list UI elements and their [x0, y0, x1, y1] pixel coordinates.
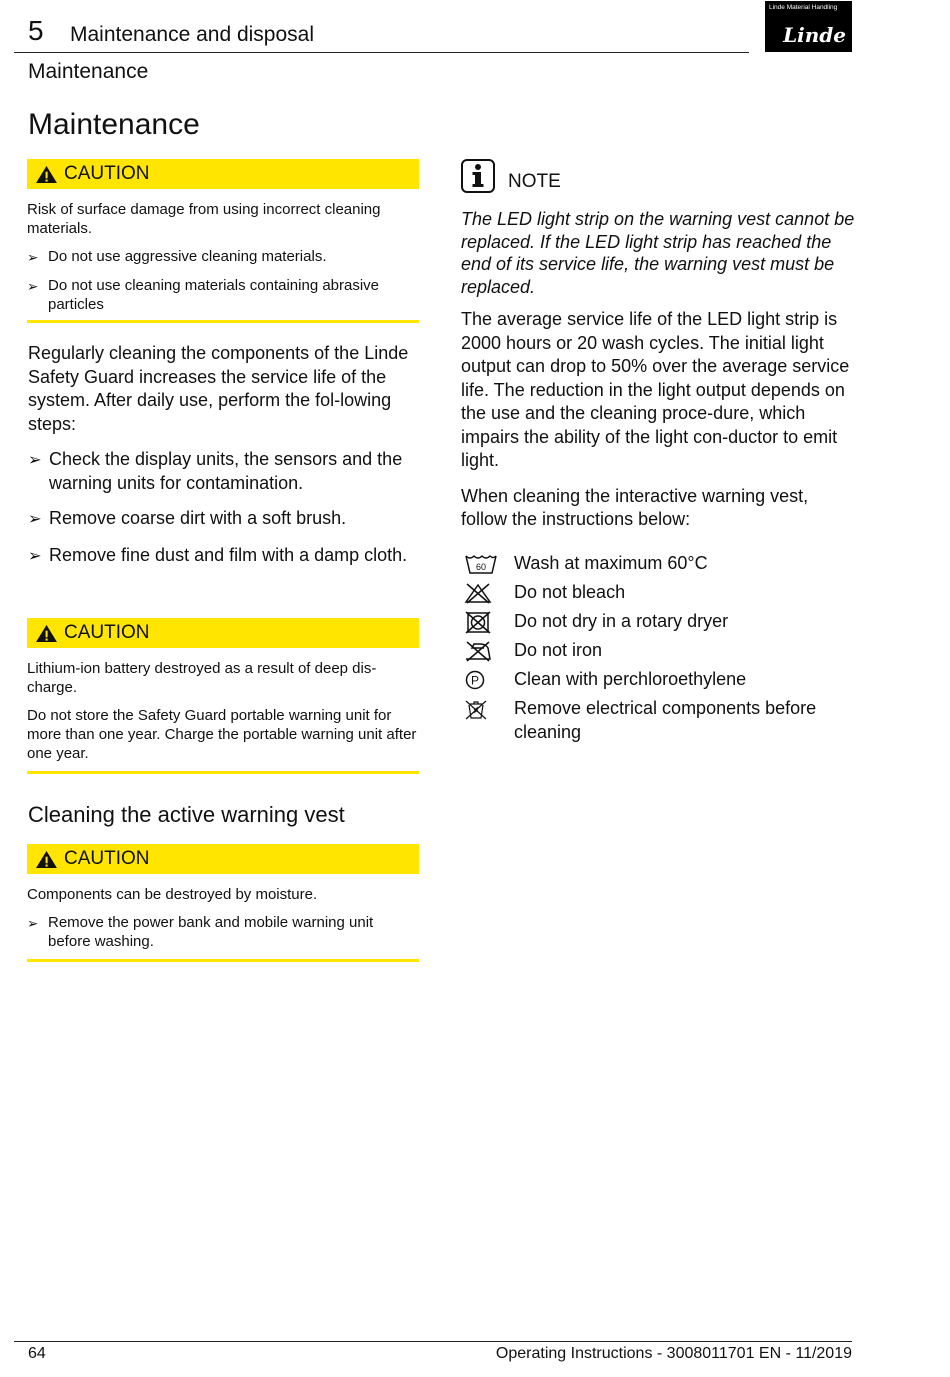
note-label: NOTE [508, 171, 561, 192]
caution-header [27, 844, 419, 874]
arrow-bullet-icon: ➢ [28, 510, 42, 528]
intro-paragraph: Regularly cleaning the components of the Linde Safety Guard increases the service life of the system. After daily use, perform the fol-lowing steps: [28, 343, 409, 434]
arrow-bullet-icon: ➢ [28, 451, 42, 469]
no-tumble-dry-icon [462, 610, 514, 634]
document-reference: Operating Instructions - 3008011701 EN - 11/2019 [495, 1345, 852, 1362]
care-label: Clean with perchloroethylene [514, 669, 747, 689]
intro-section [28, 342, 420, 568]
linde-logo [765, 1, 852, 52]
caution-bottom-rule [27, 771, 419, 774]
svg-text:60: 60 [475, 562, 487, 572]
care-label: Remove electrical components before cleaning [514, 698, 817, 742]
caution-header [27, 159, 419, 189]
arrow-bullet-icon: ➢ [28, 546, 42, 565]
care-label: Do not iron [514, 640, 603, 660]
care-label: Wash at maximum 60°C [514, 553, 708, 573]
note-paragraph: The average service life of the LED light strip is 2000 hours or 20 wash cycles. The initial light output can drop to 50% over the average service life. The reduction in the light output depends on the use and the cleaning proce-dure, which impairs the ability of the light con-ductor to emit light. [461, 309, 850, 470]
list-item [462, 668, 862, 692]
caution-surface-damage [27, 159, 419, 323]
list-item [462, 552, 862, 576]
warning-triangle-icon [35, 165, 58, 184]
caution-text: Lithium-ion battery destroyed as a result of deep dis-charge. [27, 660, 377, 696]
caution-header [27, 618, 419, 648]
chapter-number: 5 [28, 15, 44, 46]
warning-triangle-icon [35, 624, 58, 643]
chapter-title: Maintenance and disposal [70, 23, 315, 46]
caution-label: CAUTION [64, 848, 150, 869]
arrow-bullet-icon: ➢ [27, 279, 39, 294]
dry-clean-p-icon [462, 668, 514, 692]
arrow-bullet-icon: ➢ [27, 250, 39, 265]
caution-bottom-rule [27, 320, 419, 323]
arrow-bullet-icon: ➢ [27, 916, 39, 931]
list-item [462, 581, 862, 605]
list-item: ➢ Do not use cleaning materials containing abrasive particles [27, 277, 380, 313]
caution-label: CAUTION [64, 622, 150, 643]
note-italic-text: The LED light strip on the warning vest cannot be replaced. If the LED light strip has reached the end of its service life, the warning vest must be replaced. [461, 209, 855, 297]
remove-electrical-icon [462, 697, 514, 721]
list-item: ➢ Remove coarse dirt with a soft brush. [28, 507, 420, 532]
caution-moisture [27, 844, 419, 962]
logo-brand: Linde [783, 23, 846, 47]
caution-text: Risk of surface damage from using incorrect cleaning materials. [27, 201, 381, 237]
care-label: Do not bleach [514, 582, 626, 602]
list-item [462, 697, 862, 744]
list-item: ➢ Check the display units, the sensors and the warning units for contamination. [28, 448, 420, 495]
list-item [462, 610, 862, 634]
care-label: Do not dry in a rotary dryer [514, 611, 729, 631]
header-divider [14, 52, 749, 53]
caution-battery [27, 618, 419, 774]
svg-text:P: P [470, 673, 480, 688]
no-iron-icon [462, 639, 514, 663]
wash-60-icon [462, 552, 514, 576]
section-heading: Cleaning the active warning vest [28, 802, 345, 827]
info-icon [461, 159, 495, 193]
caution-text: Components can be destroyed by moisture. [27, 886, 318, 903]
care-symbols-list [462, 552, 862, 749]
list-item: ➢ Remove the power bank and mobile warning unit before washing. [27, 914, 374, 950]
note-paragraph: When cleaning the interactive warning vest, follow the instructions below: [461, 485, 809, 529]
note-body [461, 308, 856, 532]
footer-divider [14, 1341, 852, 1342]
list-item [462, 639, 862, 663]
page-title: Maintenance [28, 108, 200, 141]
logo-small-text: Linde Material Handling [769, 4, 838, 11]
caution-bottom-rule [27, 959, 419, 962]
caution-label: CAUTION [64, 163, 150, 184]
warning-triangle-icon [35, 850, 58, 869]
no-bleach-icon [462, 581, 514, 605]
list-item: ➢ Remove fine dust and film with a damp cloth. [28, 544, 420, 569]
caution-text: Do not store the Safety Guard portable warning unit for more than one year. Charge the portable warning unit after one year. [27, 707, 417, 762]
list-item: ➢ Do not use aggressive cleaning materials. [27, 248, 327, 265]
page-number: 64 [28, 1345, 46, 1362]
subsection-title: Maintenance [28, 60, 149, 83]
